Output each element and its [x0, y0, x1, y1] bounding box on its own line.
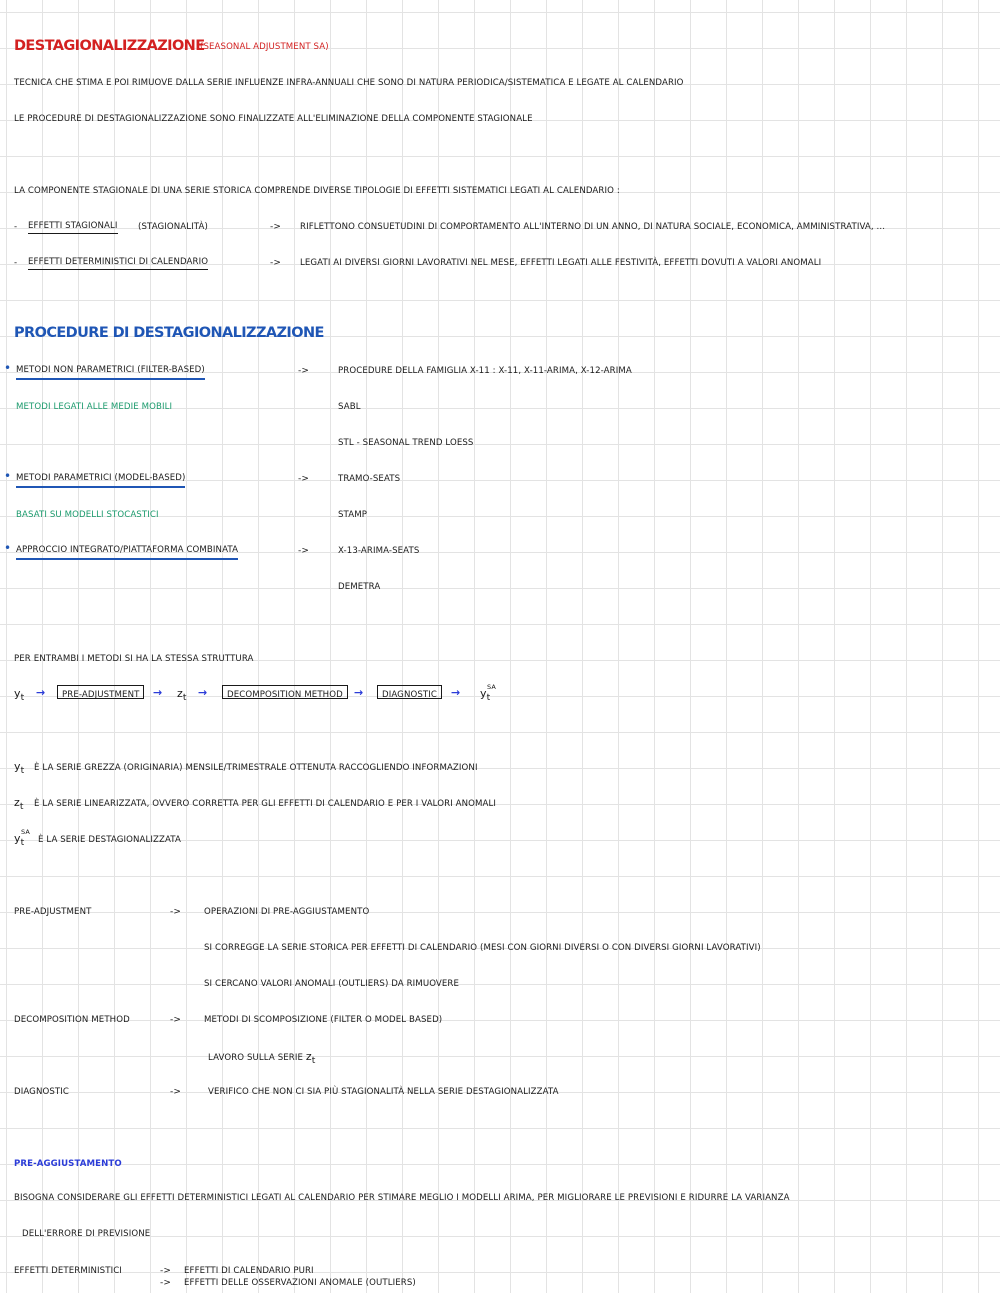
flow-arrow-icon: → [36, 686, 46, 699]
flow-arrow-icon: → [198, 686, 208, 699]
arrow-icon: -> [298, 474, 309, 484]
procedure-x11: PROCEDURE DELLA FAMIGLIA X-11 : X-11, X-11-ARIMA, X-12-ARIMA [338, 366, 632, 376]
step-line: SI CORREGGE LA SERIE STORICA PER EFFETTI DI CALENDARIO (MESI CON GIORNI DIVERSI O CON DIVERSI GIORNI LAVORATIVI) [204, 943, 761, 953]
effect-label-seasonal: EFFETTI STAGIONALI [28, 220, 118, 234]
det-effects-label: EFFETTI DETERMINISTICI [14, 1266, 122, 1276]
flow-box-pre-adjustment: PRE-ADJUSTMENT [57, 685, 144, 699]
step-line: SI CERCANO VALORI ANOMALI (OUTLIERS) DA RIMUOVERE [204, 979, 460, 989]
procedure-stamp: STAMP [338, 510, 368, 520]
effect-desc-seasonal: RIFLETTONO CONSUETUDINI DI COMPORTAMENTO ALL'INTERNO DI UN ANNO, DI NATURA SOCIALE, ECONOMICA, AMMINISTRATIVA, ... [300, 222, 886, 232]
effect-extra-seasonal: (STAGIONALITÀ) [138, 222, 208, 232]
intro-text-1: TECNICA CHE STIMA E POI RIMUOVE DALLA SERIE INFLUENZE INFRA-ANNUALI CHE SONO DI NATURA PERIODICA/SISTEMATICA E LEGATE AL CALENDARIO [14, 78, 684, 88]
flow-box-diagnostic: DIAGNOSTIC [377, 685, 442, 699]
effect-desc-calendar: LEGATI AI DIVERSI GIORNI LAVORATIVI NEL MESE, EFFETTI LEGATI ALLE FESTIVITÀ, EFFETTI DOVUTI A VALORI ANOMALI [300, 258, 822, 268]
arrow-icon: -> [160, 1278, 171, 1288]
step-name-decomposition: DECOMPOSITION METHOD [14, 1015, 130, 1025]
intro-text-2: LE PROCEDURE DI DESTAGIONALIZZAZIONE SONO FINALIZZATE ALL'ELIMINAZIONE DELLA COMPONENTE STAGIONALE [14, 114, 533, 124]
step-line: VERIFICO CHE NON CI SIA PIÙ STAGIONALITÀ NELLA SERIE DESTAGIONALIZZATA [208, 1087, 559, 1097]
effect-label-calendar: EFFETTI DETERMINISTICI DI CALENDARIO [28, 256, 208, 270]
method-nonparametric-note: METODI LEGATI ALLE MEDIE MOBILI [16, 402, 173, 412]
det-effect-item: EFFETTI DI CALENDARIO PURI [184, 1266, 314, 1276]
definition-ysa: È LA SERIE DESTAGIONALIZZATA [38, 835, 181, 845]
definition-y: È LA SERIE GREZZA (ORIGINARIA) MENSILE/TRIMESTRALE OTTENUTA RACCOGLIENDO INFORMAZIONI [34, 763, 478, 773]
section-title-preaggiustamento: PRE-AGGIUSTAMENTO [14, 1159, 122, 1169]
flow-output-ysa: $y_t$ SA [480, 683, 496, 704]
arrow-icon: -> [270, 258, 281, 268]
arrow-icon: -> [298, 366, 309, 376]
det-effect-item: EFFETTI DELLE OSSERVAZIONI ANOMALE (OUTLIERS) [184, 1278, 416, 1288]
title-note: (SEASONAL ADJUSTMENT SA) [200, 42, 329, 52]
effect-dash: - [14, 258, 18, 268]
bullet-icon: • [4, 541, 12, 555]
flow-input-y: $y_t$ [14, 687, 25, 704]
method-parametric-note: BASATI SU MODELLI STOCASTICI [16, 510, 159, 520]
structure-note: PER ENTRAMBI I METODI SI HA LA STESSA STRUTTURA [14, 654, 254, 664]
preagg-text-2: DELL'ERRORE DI PREVISIONE [22, 1229, 151, 1239]
arrow-icon: -> [170, 1015, 181, 1025]
symbol-ysa: $y_t$ SA [14, 828, 30, 849]
flow-z: $z_t$ [177, 687, 187, 704]
preagg-text-1: BISOGNA CONSIDERARE GLI EFFETTI DETERMINISTICI LEGATI AL CALENDARIO PER STIMARE MEGLIO I MODELLI ARIMA, PER MIGLIORARE LE PREVISIONI E RIDURRE LA VARIANZA [14, 1193, 790, 1203]
step-name-diagnostic: DIAGNOSTIC [14, 1087, 69, 1097]
component-intro: LA COMPONENTE STAGIONALE DI UNA SERIE STORICA COMPRENDE DIVERSE TIPOLOGIE DI EFFETTI SISTEMATICI LEGATI AL CALENDARIO : [14, 186, 620, 196]
procedure-tramo-seats: TRAMO-SEATS [338, 474, 401, 484]
procedure-stl: STL - SEASONAL TREND LOESS [338, 438, 474, 448]
method-parametric: METODI PARAMETRICI (MODEL-BASED) [16, 472, 185, 488]
page-title: DESTAGIONALIZZAZIONE [14, 38, 205, 54]
step-line: LAVORO SULLA SERIE $z_t$ [208, 1050, 316, 1067]
method-integrated: APPROCCIO INTEGRATO/PIATTAFORMA COMBINATA [16, 544, 238, 560]
section-title-procedures: PROCEDURE DI DESTAGIONALIZZAZIONE [14, 325, 324, 341]
arrow-icon: -> [160, 1266, 171, 1276]
arrow-icon: -> [270, 222, 281, 232]
bullet-icon: • [4, 469, 12, 483]
method-nonparametric: METODI NON PARAMETRICI (FILTER-BASED) [16, 364, 205, 380]
flow-arrow-icon: → [451, 686, 461, 699]
step-line: OPERAZIONI DI PRE-AGGIUSTAMENTO [204, 907, 370, 917]
flow-box-decomposition: DECOMPOSITION METHOD [222, 685, 348, 699]
step-line: METODI DI SCOMPOSIZIONE (FILTER O MODEL BASED) [204, 1015, 443, 1025]
definition-z: È LA SERIE LINEARIZZATA, OVVERO CORRETTA PER GLI EFFETTI DI CALENDARIO E PER I VALORI ANOMALI [34, 799, 497, 809]
symbol-z: $z_t$ [14, 796, 24, 813]
bullet-icon: • [4, 361, 12, 375]
arrow-icon: -> [170, 907, 181, 917]
arrow-icon: -> [298, 546, 309, 556]
flow-arrow-icon: → [153, 686, 163, 699]
flow-arrow-icon: → [354, 686, 364, 699]
procedure-demetra: DEMETRA [338, 582, 381, 592]
step-name-pre-adjustment: PRE-ADJUSTMENT [14, 907, 92, 917]
symbol-y: $y_t$ [14, 760, 25, 777]
arrow-icon: -> [170, 1087, 181, 1097]
procedure-sabl: SABL [338, 402, 361, 412]
procedure-x13: X-13-ARIMA-SEATS [338, 546, 420, 556]
effect-dash: - [14, 222, 18, 232]
